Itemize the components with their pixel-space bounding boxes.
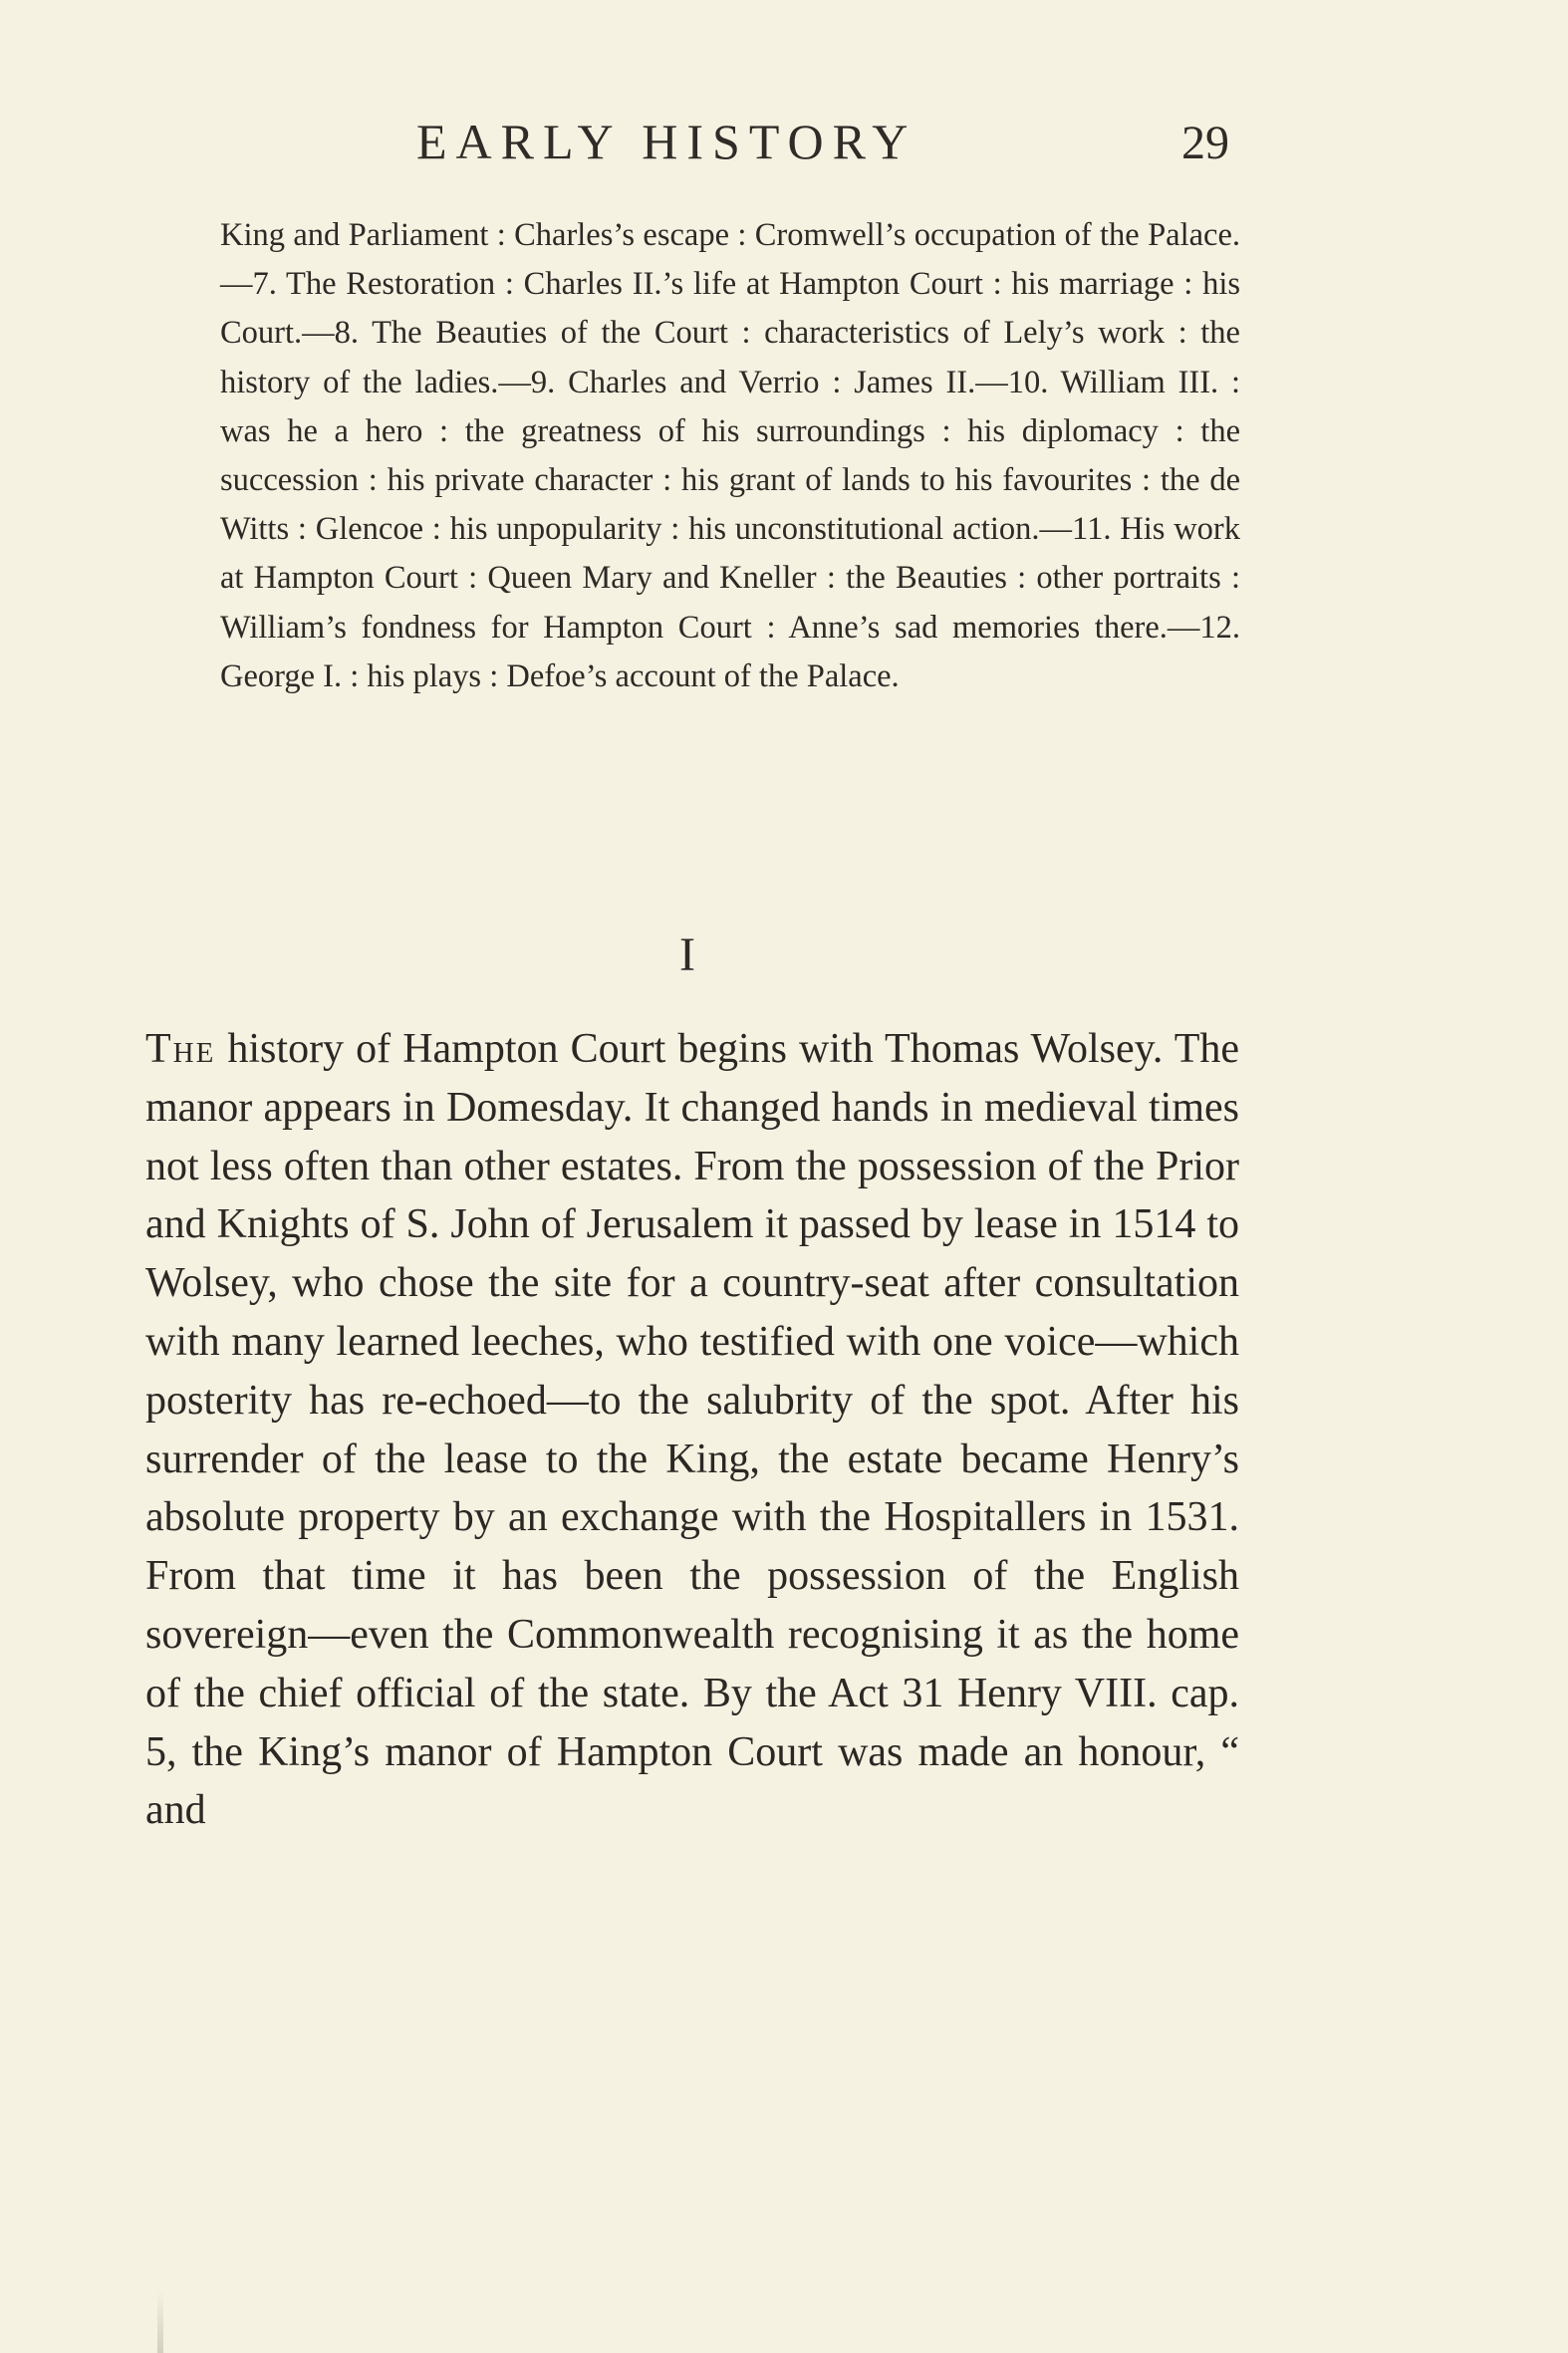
paragraph-text: history of Hampton Court begins with Thomas Wolsey. The manor appears in Domesday. It changed hands in medieval times not less often than other estates. From the possession of the Prior and Knights of S. John of Jerusalem it passed by lease in 1514 to Wolsey, who chose the site for a country-seat after consultation with many learned leeches, who testified with one voice—which posterity has re-echoed—to the salubrity of the spot. After his surrender of the lease to the King, the estate became Henry’s absolute property by an exchange with the Hospitallers in 1531. From that time it has been the possession of the English sovereign—even the Commonwealth recognising it as the home of the chief official of the state. By the Act 31 Henry VIII. cap. 5, the King’s manor of Hampton Court was made an honour, “ and <box>145 1026 1239 1834</box>
running-head <box>0 112 1568 171</box>
running-title: EARLY HISTORY <box>416 114 917 169</box>
body-paragraph <box>145 1020 1239 1840</box>
synopsis-text: King and Parliament : Charles’s escape : Cromwell’s occupation of the Palace.—7. The Restoration : Charles II.’s life at Hampton Court : his marriage : his Court.—8. The Beauties of the Court : characteristics of Lely’s work : the history of the ladies.—9. Charles and Verrio : James II.—10. William III. : was he a hero : the greatness of his surroundings : his diplomacy : the succession : his private character : his grant of lands to his favourites : the de Witts : Glencoe : his unpopularity : his unconstitutional action.—11. His work at Hampton Court : Queen Mary and Kneller : the Beauties : other portraits : William’s fondness for Hampton Court : Anne’s sad memories there.—12. George I. : his plays : Defoe’s account of the Palace. <box>220 217 1240 694</box>
lead-in-word: The <box>145 1026 216 1072</box>
margin-binding-mark <box>157 2291 163 2353</box>
section-number: I <box>679 928 695 981</box>
chapter-synopsis <box>220 211 1240 701</box>
body-text <box>145 1020 1239 1840</box>
page-number: 29 <box>1181 117 1229 169</box>
